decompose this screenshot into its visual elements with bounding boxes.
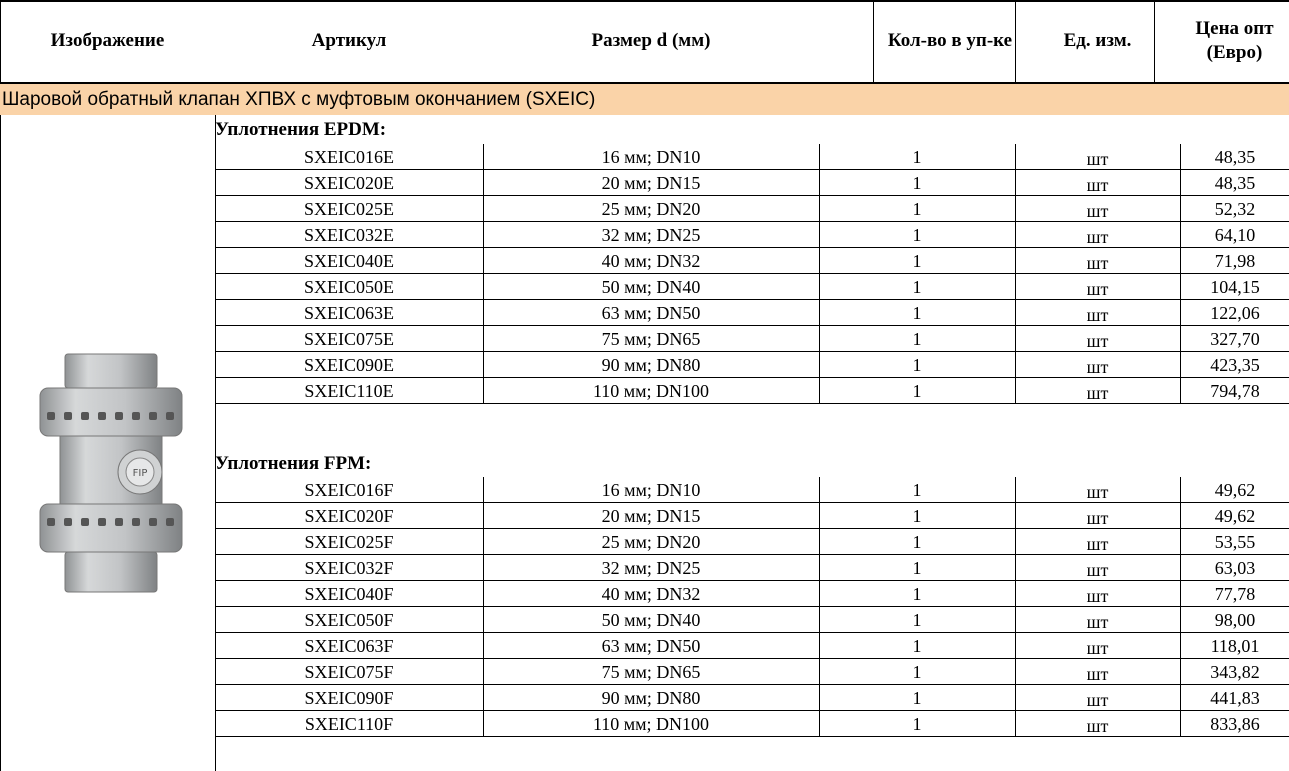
- qty-cell: [819, 529, 1015, 555]
- cell-divider: [483, 300, 484, 326]
- size-cell: [483, 633, 819, 659]
- unit-cell: [1015, 170, 1180, 196]
- size-cell: [483, 222, 819, 248]
- cell-divider: [1015, 529, 1016, 555]
- price-cell: [1180, 477, 1289, 503]
- table-row: [215, 477, 1289, 503]
- article-cell: [215, 144, 483, 170]
- cell-divider: [819, 222, 820, 248]
- article-cell-text: SXEIC016E: [304, 147, 394, 167]
- table-row: [215, 581, 1289, 607]
- size-cell-text: 63 мм; DN50: [601, 636, 701, 656]
- price-cell-text: 52,32: [1214, 199, 1256, 219]
- unit-cell-text: шт: [1086, 149, 1109, 169]
- cell-divider: [483, 711, 484, 737]
- article-cell-text: SXEIC032E: [304, 225, 394, 245]
- price-cell-text: 77,78: [1214, 584, 1256, 604]
- cell-divider: [483, 633, 484, 659]
- cell-divider: [1015, 274, 1016, 300]
- size-cell-text: 16 мм; DN10: [601, 480, 701, 500]
- price-cell: [1180, 170, 1289, 196]
- price-cell-text: 343,82: [1210, 662, 1260, 682]
- article-cell: [215, 555, 483, 581]
- unit-cell: [1015, 222, 1180, 248]
- price-cell: [1180, 222, 1289, 248]
- price-cell-text: 327,70: [1210, 329, 1260, 349]
- size-cell: [483, 144, 819, 170]
- cell-divider: [819, 196, 820, 222]
- article-cell-text: SXEIC040E: [304, 251, 394, 271]
- cell-divider: [1015, 581, 1016, 607]
- unit-cell-text: шт: [1086, 560, 1109, 580]
- qty-cell-text: 1: [912, 662, 922, 682]
- qty-cell: [819, 378, 1015, 404]
- price-cell-text: 48,35: [1214, 147, 1256, 167]
- section-title: Шаровой обратный клапан ХПВХ с муфтовым окончанием (SXEIC): [0, 84, 1289, 115]
- header-image: Изображение: [50, 30, 165, 51]
- size-cell-text: 32 мм; DN25: [601, 558, 701, 578]
- size-cell: [483, 529, 819, 555]
- size-cell: [483, 555, 819, 581]
- size-cell: [483, 581, 819, 607]
- qty-cell: [819, 248, 1015, 274]
- cell-divider: [819, 555, 820, 581]
- unit-cell: [1015, 529, 1180, 555]
- left-border: [0, 0, 1, 82]
- qty-cell-text: 1: [912, 532, 922, 552]
- qty-cell: [819, 274, 1015, 300]
- cell-divider: [819, 352, 820, 378]
- unit-cell-text: шт: [1086, 690, 1109, 710]
- header-unit: Ед. изм.: [1063, 30, 1132, 51]
- price-cell: [1180, 196, 1289, 222]
- qty-cell: [819, 685, 1015, 711]
- qty-cell-text: 1: [912, 173, 922, 193]
- size-cell: [483, 477, 819, 503]
- article-cell-text: SXEIC050F: [304, 610, 394, 630]
- cell-divider: [483, 170, 484, 196]
- article-cell: [215, 326, 483, 352]
- size-cell-text: 90 мм; DN80: [601, 355, 701, 375]
- size-cell: [483, 248, 819, 274]
- unit-cell: [1015, 555, 1180, 581]
- unit-cell-text: шт: [1086, 253, 1109, 273]
- cell-divider: [1015, 607, 1016, 633]
- article-cell: [215, 503, 483, 529]
- unit-cell: [1015, 352, 1180, 378]
- article-cell: [215, 300, 483, 326]
- header-qty: Кол-во в уп-ке: [887, 30, 1013, 51]
- price-cell-text: 49,62: [1214, 506, 1256, 526]
- table-row: [215, 248, 1289, 274]
- size-cell-text: 63 мм; DN50: [601, 303, 701, 323]
- unit-cell: [1015, 144, 1180, 170]
- unit-cell-text: шт: [1086, 612, 1109, 632]
- row-divider: [215, 736, 1289, 737]
- cell-divider: [483, 529, 484, 555]
- size-cell-text: 40 мм; DN32: [601, 584, 701, 604]
- header-price: Цена опт (Евро): [1195, 18, 1274, 63]
- size-cell-text: 20 мм; DN15: [601, 506, 701, 526]
- cell-divider: [483, 222, 484, 248]
- article-cell-text: SXEIC063F: [304, 636, 394, 656]
- qty-cell-text: 1: [912, 558, 922, 578]
- unit-cell: [1015, 685, 1180, 711]
- cell-divider: [483, 607, 484, 633]
- qty-cell-text: 1: [912, 303, 922, 323]
- size-cell-text: 20 мм; DN15: [601, 173, 701, 193]
- table-row: [215, 144, 1289, 170]
- price-cell: [1180, 633, 1289, 659]
- qty-cell: [819, 503, 1015, 529]
- table-row: [215, 555, 1289, 581]
- article-cell: [215, 222, 483, 248]
- article-cell-text: SXEIC090E: [304, 355, 394, 375]
- qty-cell: [819, 300, 1015, 326]
- table-row: [215, 222, 1289, 248]
- price-cell: [1180, 607, 1289, 633]
- header-divider: [873, 0, 874, 82]
- article-cell: [215, 685, 483, 711]
- price-cell: [1180, 555, 1289, 581]
- qty-cell: [819, 144, 1015, 170]
- price-cell: [1180, 248, 1289, 274]
- size-cell-text: 110 мм; DN100: [592, 714, 710, 734]
- unit-cell: [1015, 300, 1180, 326]
- cell-divider: [483, 248, 484, 274]
- cell-divider: [483, 196, 484, 222]
- size-cell: [483, 378, 819, 404]
- group-title-fpm: Уплотнения FPM:: [215, 453, 372, 474]
- svg-text:FIP: FIP: [132, 468, 148, 479]
- cell-divider: [483, 378, 484, 404]
- unit-cell-text: шт: [1086, 508, 1109, 528]
- table-row: [215, 300, 1289, 326]
- table-row: [215, 170, 1289, 196]
- header-size: Размер d (мм): [591, 30, 711, 51]
- qty-cell: [819, 477, 1015, 503]
- size-cell: [483, 274, 819, 300]
- price-cell: [1180, 144, 1289, 170]
- unit-cell-text: шт: [1086, 227, 1109, 247]
- cell-divider: [819, 581, 820, 607]
- article-cell: [215, 607, 483, 633]
- unit-cell: [1015, 581, 1180, 607]
- qty-cell-text: 1: [912, 225, 922, 245]
- left-border-body: [0, 115, 1, 771]
- cell-divider: [819, 144, 820, 170]
- cell-divider: [819, 659, 820, 685]
- cell-divider: [1015, 711, 1016, 737]
- unit-cell: [1015, 659, 1180, 685]
- qty-cell: [819, 170, 1015, 196]
- article-cell: [215, 170, 483, 196]
- article-cell-text: SXEIC050E: [304, 277, 394, 297]
- price-cell-text: 71,98: [1214, 251, 1256, 271]
- price-cell-text: 104,15: [1210, 277, 1260, 297]
- header-article: Артикул: [311, 30, 387, 51]
- price-cell: [1180, 685, 1289, 711]
- article-cell-text: SXEIC032F: [304, 558, 394, 578]
- cell-divider: [1015, 326, 1016, 352]
- qty-cell: [819, 222, 1015, 248]
- cell-divider: [1015, 378, 1016, 404]
- table-row: [215, 633, 1289, 659]
- price-cell-text: 833,86: [1210, 714, 1260, 734]
- size-cell-text: 75 мм; DN65: [601, 329, 701, 349]
- unit-cell: [1015, 248, 1180, 274]
- unit-cell-text: шт: [1086, 638, 1109, 658]
- qty-cell-text: 1: [912, 277, 922, 297]
- size-cell: [483, 170, 819, 196]
- valve-image: [20, 348, 202, 600]
- article-cell: [215, 659, 483, 685]
- price-cell-text: 48,35: [1214, 173, 1256, 193]
- article-cell-text: SXEIC075E: [304, 329, 394, 349]
- size-cell-text: 32 мм; DN25: [601, 225, 701, 245]
- unit-cell: [1015, 378, 1180, 404]
- size-cell-text: 40 мм; DN32: [601, 251, 701, 271]
- unit-cell-text: шт: [1086, 586, 1109, 606]
- cell-divider: [819, 607, 820, 633]
- cell-divider: [1015, 196, 1016, 222]
- qty-cell-text: 1: [912, 610, 922, 630]
- cell-divider: [1015, 659, 1016, 685]
- article-cell-text: SXEIC025E: [304, 199, 394, 219]
- qty-cell: [819, 711, 1015, 737]
- price-cell-text: 53,55: [1214, 532, 1256, 552]
- article-cell: [215, 529, 483, 555]
- cell-divider: [1015, 555, 1016, 581]
- size-cell: [483, 711, 819, 737]
- cell-divider: [483, 352, 484, 378]
- size-cell-text: 16 мм; DN10: [601, 147, 701, 167]
- cell-divider: [819, 503, 820, 529]
- size-cell: [483, 326, 819, 352]
- article-cell-text: SXEIC016F: [304, 480, 394, 500]
- unit-cell: [1015, 633, 1180, 659]
- table-row: [215, 326, 1289, 352]
- article-cell-text: SXEIC075F: [304, 662, 394, 682]
- unit-cell-text: шт: [1086, 305, 1109, 325]
- price-cell: [1180, 711, 1289, 737]
- size-cell: [483, 659, 819, 685]
- cell-divider: [819, 685, 820, 711]
- qty-cell-text: 1: [912, 147, 922, 167]
- cell-divider: [819, 633, 820, 659]
- cell-divider: [1015, 503, 1016, 529]
- qty-cell: [819, 555, 1015, 581]
- unit-cell-text: шт: [1086, 331, 1109, 351]
- price-cell: [1180, 529, 1289, 555]
- article-cell: [215, 378, 483, 404]
- table-row: [215, 503, 1289, 529]
- table-row: [215, 607, 1289, 633]
- price-cell: [1180, 581, 1289, 607]
- qty-cell-text: 1: [912, 584, 922, 604]
- price-cell-text: 98,00: [1214, 610, 1256, 630]
- size-cell-text: 110 мм; DN100: [592, 381, 710, 401]
- table-row: [215, 711, 1289, 737]
- article-cell-text: SXEIC020F: [304, 506, 394, 526]
- unit-cell-text: шт: [1086, 664, 1109, 684]
- price-cell: [1180, 352, 1289, 378]
- qty-cell-text: 1: [912, 480, 922, 500]
- cell-divider: [819, 274, 820, 300]
- price-cell: [1180, 378, 1289, 404]
- article-cell-text: SXEIC040F: [304, 584, 394, 604]
- qty-cell-text: 1: [912, 329, 922, 349]
- size-cell: [483, 300, 819, 326]
- table-row: [215, 274, 1289, 300]
- price-cell-text: 441,83: [1210, 688, 1260, 708]
- table-row: [215, 529, 1289, 555]
- unit-cell: [1015, 274, 1180, 300]
- qty-cell: [819, 326, 1015, 352]
- price-cell-text: 63,03: [1214, 558, 1256, 578]
- qty-cell: [819, 607, 1015, 633]
- cell-divider: [1015, 170, 1016, 196]
- size-cell: [483, 607, 819, 633]
- unit-cell-text: шт: [1086, 716, 1109, 736]
- size-cell-text: 50 мм; DN40: [601, 610, 701, 630]
- article-cell: [215, 248, 483, 274]
- article-cell-text: SXEIC025F: [304, 532, 394, 552]
- cell-divider: [1015, 300, 1016, 326]
- table-row: [215, 378, 1289, 404]
- cell-divider: [483, 326, 484, 352]
- cell-divider: [483, 685, 484, 711]
- size-cell-text: 90 мм; DN80: [601, 688, 701, 708]
- cell-divider: [1015, 144, 1016, 170]
- cell-divider: [1015, 685, 1016, 711]
- price-cell: [1180, 503, 1289, 529]
- cell-divider: [483, 144, 484, 170]
- article-cell: [215, 711, 483, 737]
- cell-divider: [1015, 352, 1016, 378]
- size-cell: [483, 503, 819, 529]
- qty-cell: [819, 196, 1015, 222]
- row-divider: [215, 403, 1289, 404]
- qty-cell-text: 1: [912, 688, 922, 708]
- article-cell-text: SXEIC063E: [304, 303, 394, 323]
- qty-cell-text: 1: [912, 355, 922, 375]
- qty-cell-text: 1: [912, 199, 922, 219]
- cell-divider: [483, 274, 484, 300]
- unit-cell-text: шт: [1086, 201, 1109, 221]
- table-row: [215, 659, 1289, 685]
- group-title-epdm: Уплотнения EPDM:: [215, 119, 387, 140]
- cell-divider: [819, 529, 820, 555]
- price-cell-text: 49,62: [1214, 480, 1256, 500]
- article-cell-text: SXEIC020E: [304, 173, 394, 193]
- article-cell-text: SXEIC110F: [304, 714, 394, 734]
- cell-divider: [819, 170, 820, 196]
- size-cell: [483, 685, 819, 711]
- unit-cell: [1015, 196, 1180, 222]
- unit-cell: [1015, 711, 1180, 737]
- size-cell-text: 25 мм; DN20: [601, 532, 701, 552]
- cell-divider: [483, 477, 484, 503]
- unit-cell: [1015, 326, 1180, 352]
- cell-divider: [483, 659, 484, 685]
- unit-cell: [1015, 607, 1180, 633]
- qty-cell: [819, 633, 1015, 659]
- price-cell-text: 122,06: [1210, 303, 1260, 323]
- qty-cell: [819, 659, 1015, 685]
- cell-divider: [819, 300, 820, 326]
- size-cell: [483, 196, 819, 222]
- price-cell: [1180, 326, 1289, 352]
- table-row: [215, 196, 1289, 222]
- unit-cell-text: шт: [1086, 357, 1109, 377]
- cell-divider: [483, 503, 484, 529]
- header-divider: [1154, 0, 1155, 82]
- unit-cell-text: шт: [1086, 383, 1109, 403]
- article-cell: [215, 196, 483, 222]
- cell-divider: [819, 477, 820, 503]
- cell-divider: [1015, 477, 1016, 503]
- price-cell: [1180, 274, 1289, 300]
- cell-divider: [1015, 633, 1016, 659]
- article-cell-text: SXEIC110E: [304, 381, 394, 401]
- article-cell: [215, 274, 483, 300]
- unit-cell-text: шт: [1086, 534, 1109, 554]
- qty-cell-text: 1: [912, 381, 922, 401]
- price-cell: [1180, 659, 1289, 685]
- unit-cell: [1015, 477, 1180, 503]
- table-row: [215, 352, 1289, 378]
- size-cell-text: 50 мм; DN40: [601, 277, 701, 297]
- size-cell: [483, 352, 819, 378]
- article-cell-text: SXEIC090F: [304, 688, 394, 708]
- article-cell: [215, 633, 483, 659]
- price-cell-text: 118,01: [1210, 636, 1260, 656]
- price-cell: [1180, 300, 1289, 326]
- header-divider: [1015, 0, 1016, 82]
- cell-divider: [819, 248, 820, 274]
- qty-cell-text: 1: [912, 251, 922, 271]
- price-cell-text: 64,10: [1214, 225, 1256, 245]
- qty-cell-text: 1: [912, 636, 922, 656]
- cell-divider: [1015, 248, 1016, 274]
- cell-divider: [483, 555, 484, 581]
- article-cell: [215, 352, 483, 378]
- cell-divider: [819, 326, 820, 352]
- article-cell: [215, 581, 483, 607]
- header-top-border: [0, 0, 1289, 2]
- size-cell-text: 75 мм; DN65: [601, 662, 701, 682]
- qty-cell: [819, 581, 1015, 607]
- unit-cell: [1015, 503, 1180, 529]
- qty-cell-text: 1: [912, 506, 922, 526]
- qty-cell-text: 1: [912, 714, 922, 734]
- article-cell: [215, 477, 483, 503]
- qty-cell: [819, 352, 1015, 378]
- cell-divider: [819, 378, 820, 404]
- unit-cell-text: шт: [1086, 175, 1109, 195]
- price-cell-text: 423,35: [1210, 355, 1260, 375]
- cell-divider: [483, 581, 484, 607]
- cell-divider: [1015, 222, 1016, 248]
- table-row: [215, 685, 1289, 711]
- cell-divider: [819, 711, 820, 737]
- price-cell-text: 794,78: [1210, 381, 1260, 401]
- unit-cell-text: шт: [1086, 279, 1109, 299]
- unit-cell-text: шт: [1086, 482, 1109, 502]
- size-cell-text: 25 мм; DN20: [601, 199, 701, 219]
